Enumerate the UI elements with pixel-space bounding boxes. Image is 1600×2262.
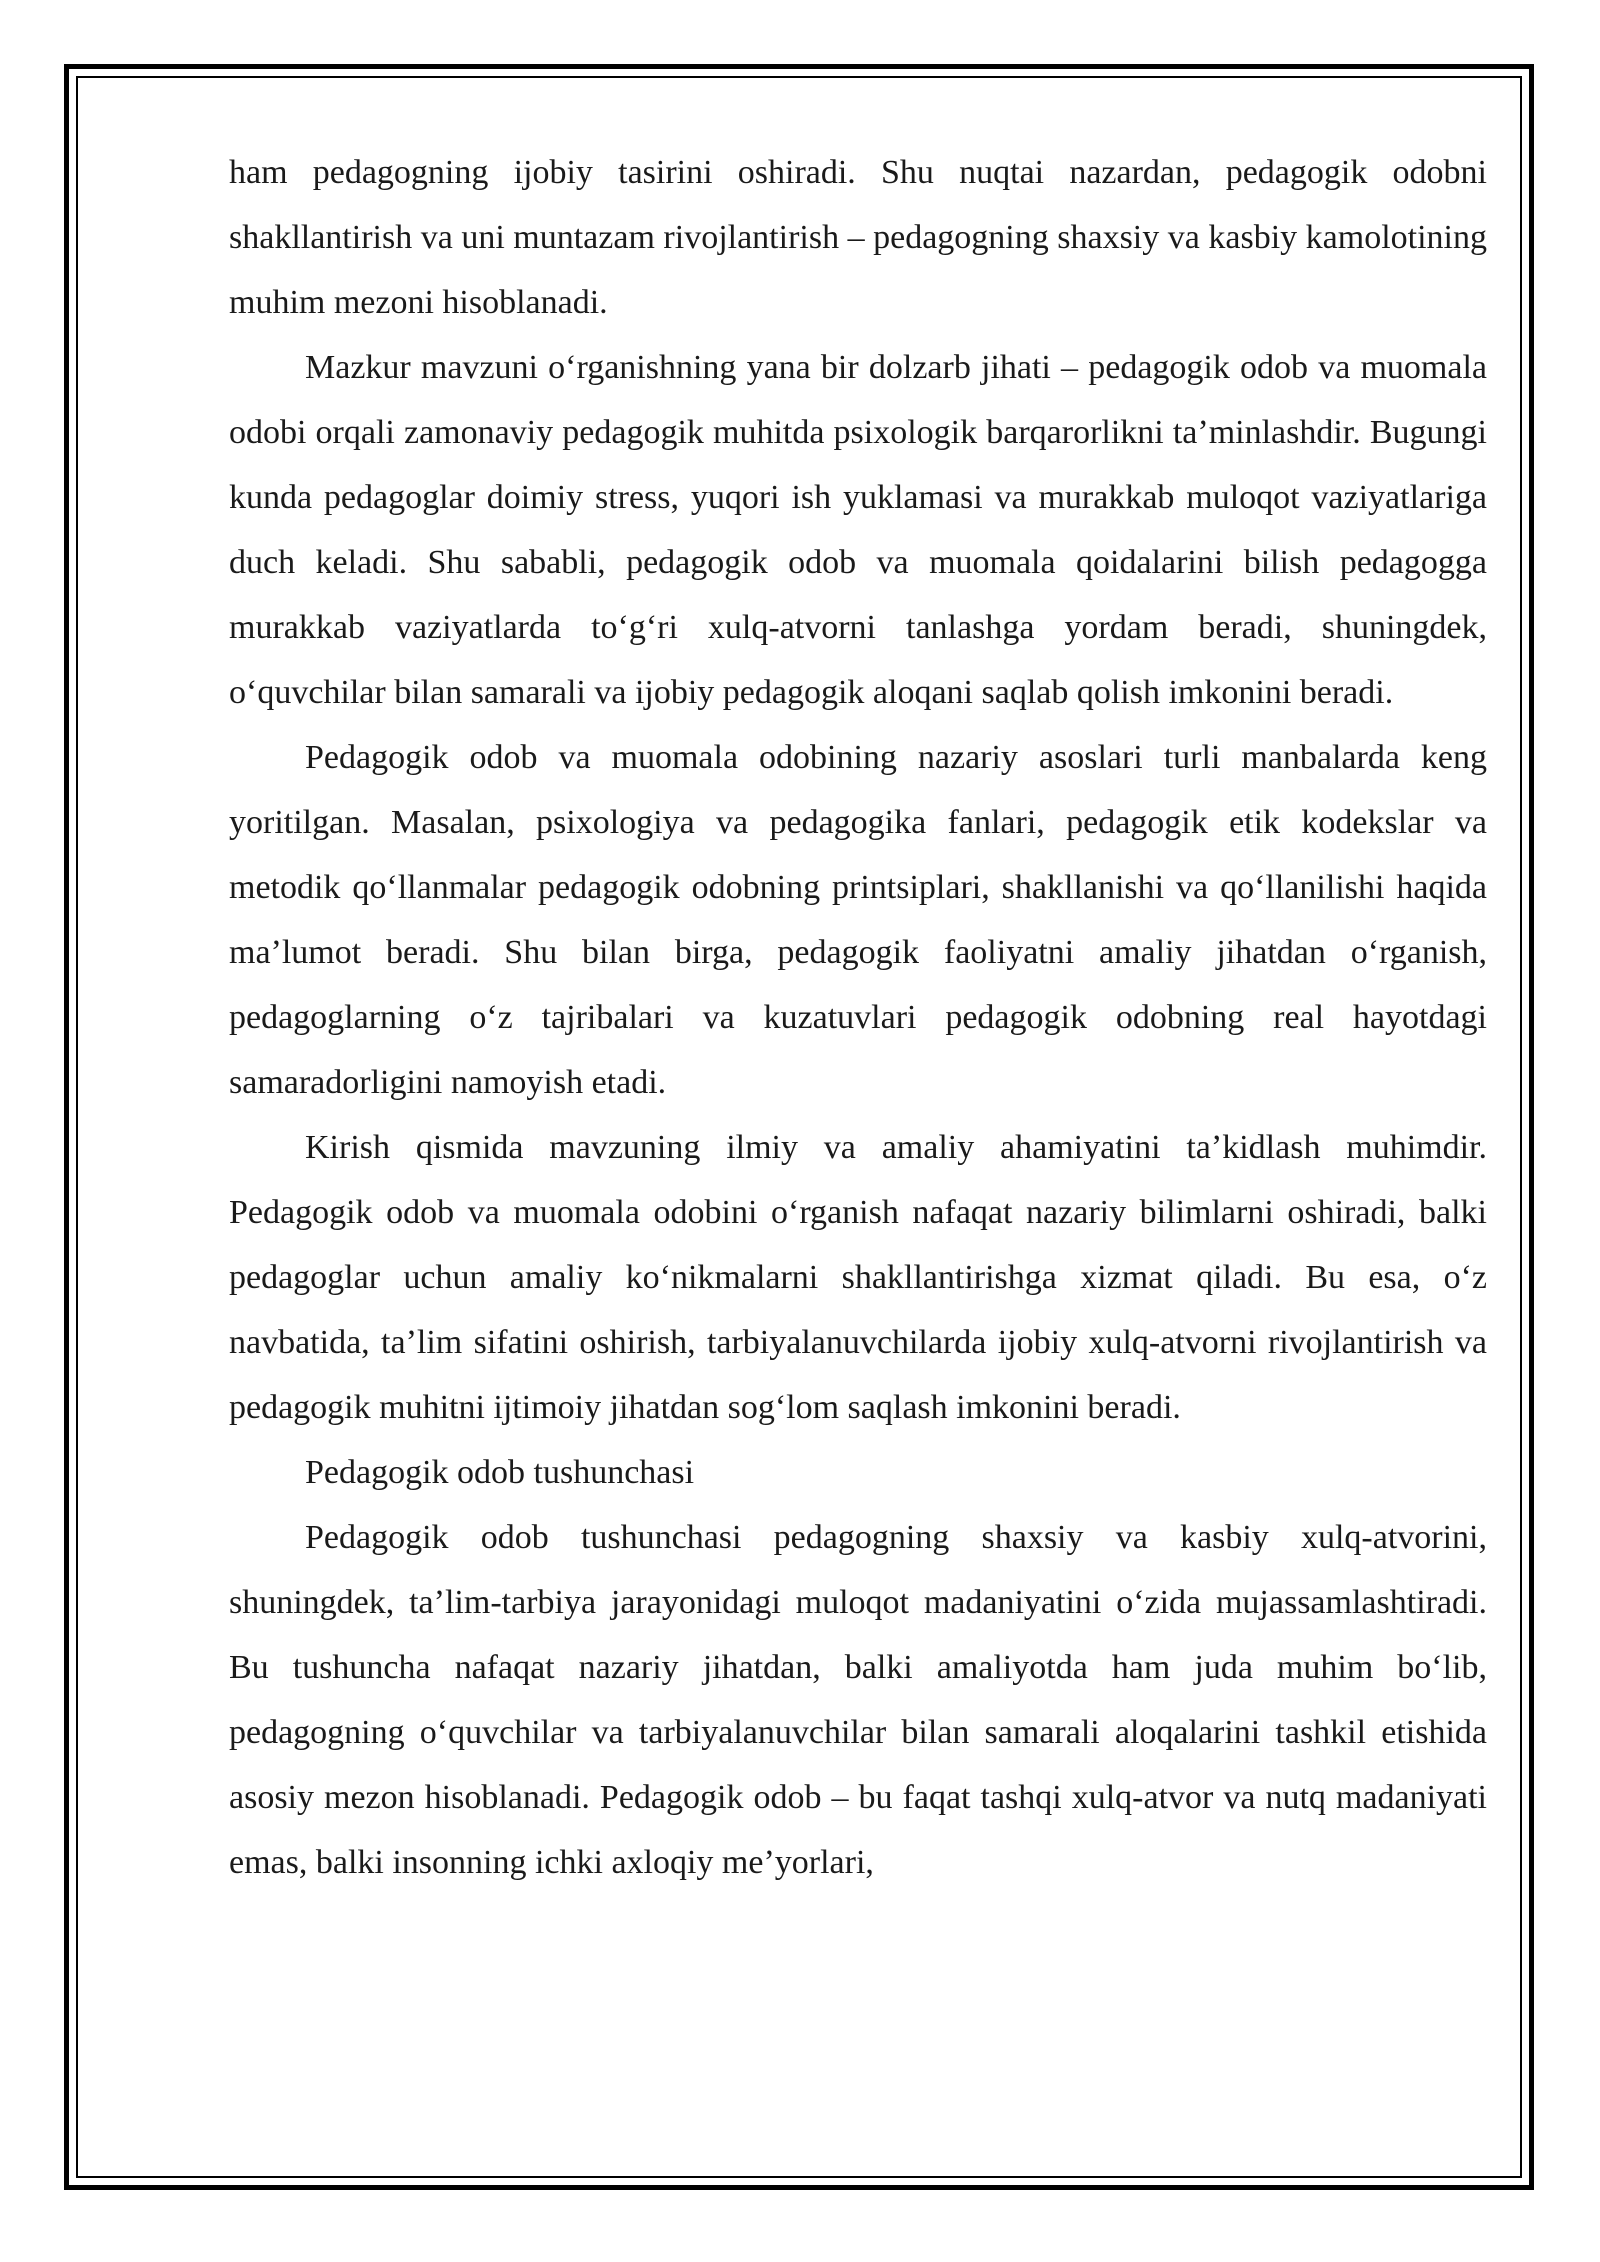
paragraph-relevance: Mazkur mavzuni oʻrganishning yana bir dolzarb jihati – pedagogik odob va muomala odobi orqali zamonaviy pedagogik muhitda psixologik barqarorlikni taʼminlashdir. Bugungi kunda pedagoglar doimiy stress, yuqori ish yuklamasi va murakkab muloqot vaziyatlariga duch keladi. Shu sababli, pedagogik odob va muomala qoidalarini bilish pedagogga murakkab vaziyatlarda toʻgʻri xulq-atvorni tanlashga yordam beradi, shuningdek, oʻquvchilar bilan samarali va ijobiy pedagogik aloqani saqlab qolish imkonini beradi. [229, 349, 1487, 711]
paragraph-theory: Pedagogik odob va muomala odobining nazariy asoslari turli manbalarda keng yoritilgan. Masalan, psixologiya va pedagogika fanlari, pedagogik etik kodekslar va metodik qoʻllanmalar pedagogik odobning printsiplari, shakllanishi va qoʻllanilishi haqida maʼlumot beradi. Shu bilan birga, pedagogik faoliyatni amaliy jihatdan oʻrganish, pedagoglarning oʻz tajribalari va kuzatuvlari pedagogik odobning real hayotdagi samaradorligini namoyish etadi. [229, 739, 1487, 1101]
paragraph-introduction: Kirish qismida mavzuning ilmiy va amaliy ahamiyatini taʼkidlash muhimdir. Pedagogik odob va muomala odobini oʻrganish nafaqat nazariy bilimlarni oshiradi, balki pedagoglar uchun amaliy koʻnikmalarni shakllantirishga xizmat qiladi. Bu esa, oʻz navbatida, taʼlim sifatini oshirish, tarbiyalanuvchilarda ijobiy xulq-atvorni rivojlantirish va pedagogik muhitni ijtimoiy jihatdan sogʻlom saqlash imkonini beradi. [229, 1129, 1487, 1426]
document-body [229, 140, 1487, 1895]
paragraph-concept: Pedagogik odob tushunchasi pedagogning shaxsiy va kasbiy xulq-atvorini, shuningdek, taʼlim-tarbiya jarayonidagi muloqot madaniyatini oʻzida mujassamlashtiradi. Bu tushuncha nafaqat nazariy jihatdan, balki amaliyotda ham juda muhim boʻlib, pedagogning oʻquvchilar va tarbiyalanuvchilar bilan samarali aloqalarini tashkil etishida asosiy mezon hisoblanadi. Pedagogik odob – bu faqat tashqi xulq-atvor va nutq madaniyati emas, balki insonning ichki axloqiy meʼyorlari, [229, 1519, 1487, 1881]
section-heading: Pedagogik odob tushunchasi [305, 1454, 695, 1491]
paragraph-continuation: ham pedagogning ijobiy tasirini oshiradi. Shu nuqtai nazardan, pedagogik odobni shakllantirish va uni muntazam rivojlantirish – pedagogning shaxsiy va kasbiy kamolotining muhim mezoni hisoblanadi. [229, 154, 1487, 321]
